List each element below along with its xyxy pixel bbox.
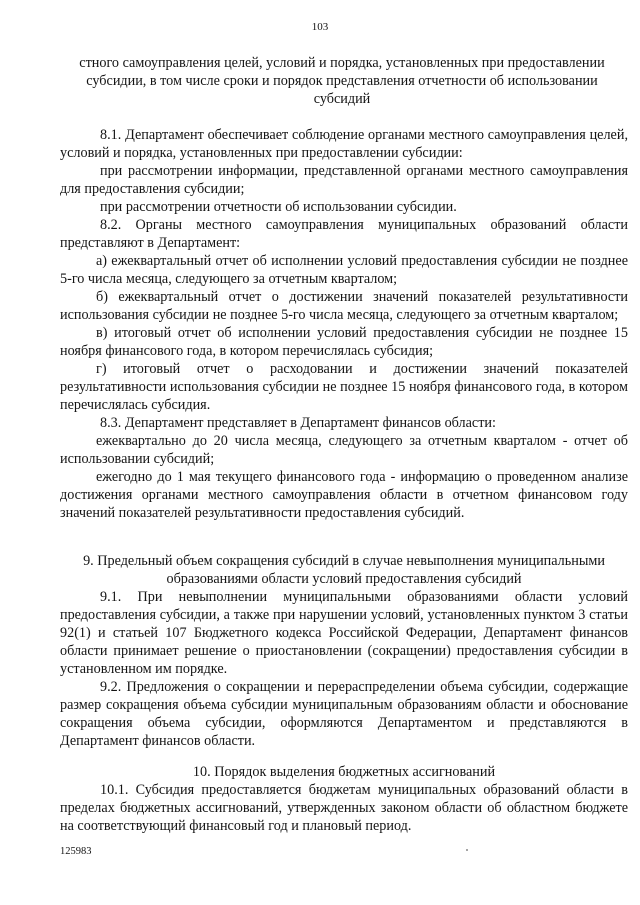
paragraph-9-2: 9.2. Предложения о сокращении и перераспределении объема субсидии, содержащие размер сокращения объема субсидии муниципальным образованиям области и обоснование сокращения объема субсидии, оформляются Департаментом и представляются в Департамент финансов области. [60, 679, 628, 749]
page-number: 103 [311, 21, 329, 33]
paragraph-8-1: 8.1. Департамент обеспечивает соблюдение органами местного самоуправления целей, условий и порядка, установленных при предоставлении субсидии: [60, 127, 628, 161]
paragraph-10-1: 10.1. Субсидия предоставляется бюджетам муниципальных образований области в пределах бюджетных ассигнований, утвержденных законом области об областном бюджете на соответствующий финансовый год и плановый период. [60, 782, 628, 834]
section-10 [60, 781, 628, 835]
paragraph-8-3-item-1: ежеквартально до 20 числа месяца, следующего за отчетным кварталом - отчет об использовании субсидий; [60, 433, 628, 467]
paragraph-8-3: 8.3. Департамент представляет в Департамент финансов области: [100, 415, 496, 431]
paragraph-8-2-d: г) итоговый отчет о расходовании и достижении значений показателей результативности использования субсидии не позднее 15 ноября финансового года, в котором перечислялась субсидия. [60, 361, 628, 413]
paragraph-8-1-item-2: при рассмотрении отчетности об использовании субсидии. [100, 199, 457, 215]
section-9 [60, 588, 628, 750]
paragraph-8-2-b: б) ежеквартальный отчет о достижении значений показателей результативности использования субсидии не позднее 5-го числа месяца, следующего за отчетным кварталом; [60, 289, 628, 323]
section-9-heading: 9. Предельный объем сокращения субсидий в случае невыполнения муниципальными образованиями области условий предоставления субсидий [83, 553, 605, 587]
paragraph-9-1: 9.1. При невыполнении муниципальными образованиями области условий предоставления субсидии, а также при нарушении условий, установленных пунктом 3 статьи 92(1) и статьей 107 Бюджетного кодекса Российской Федерации, Департамент финансов области принимает решение о приостановлении (сокращении) предоставления субсидии в установленном им порядке. [60, 589, 628, 677]
scan-speck [466, 849, 468, 851]
paragraph-8-2-a: а) ежеквартальный отчет об исполнении условий предоставления субсидии не позднее 5-го числа месяца, следующего за отчетным кварталом; [60, 253, 628, 287]
document-code: 125983 [60, 846, 92, 857]
intro-text: стного самоуправления целей, условий и порядка, установленных при предоставлении субсидии, в том числе сроки и порядок представления отчетности об использовании субсидий [79, 55, 605, 107]
paragraph-8-3-item-2: ежегодно до 1 мая текущего финансового года - информацию о проведенном анализе достижения органами местного самоуправления области в отчетном финансовом году значений показателей результативности предоставления субсидий. [60, 469, 628, 521]
section-10-heading: 10. Порядок выделения бюджетных ассигнований [192, 764, 496, 780]
paragraph-8-2-c: в) итоговый отчет об исполнении условий предоставления субсидии не позднее 15 ноября финансового года, в котором перечислялась субсидия; [60, 325, 628, 359]
paragraph-8-1-item-1: при рассмотрении информации, представленной органами местного самоуправления для предоставления субсидии; [60, 163, 628, 197]
section-8 [60, 126, 628, 522]
paragraph-8-2: 8.2. Органы местного самоуправления муниципальных образований области представляют в Департамент: [60, 217, 628, 251]
